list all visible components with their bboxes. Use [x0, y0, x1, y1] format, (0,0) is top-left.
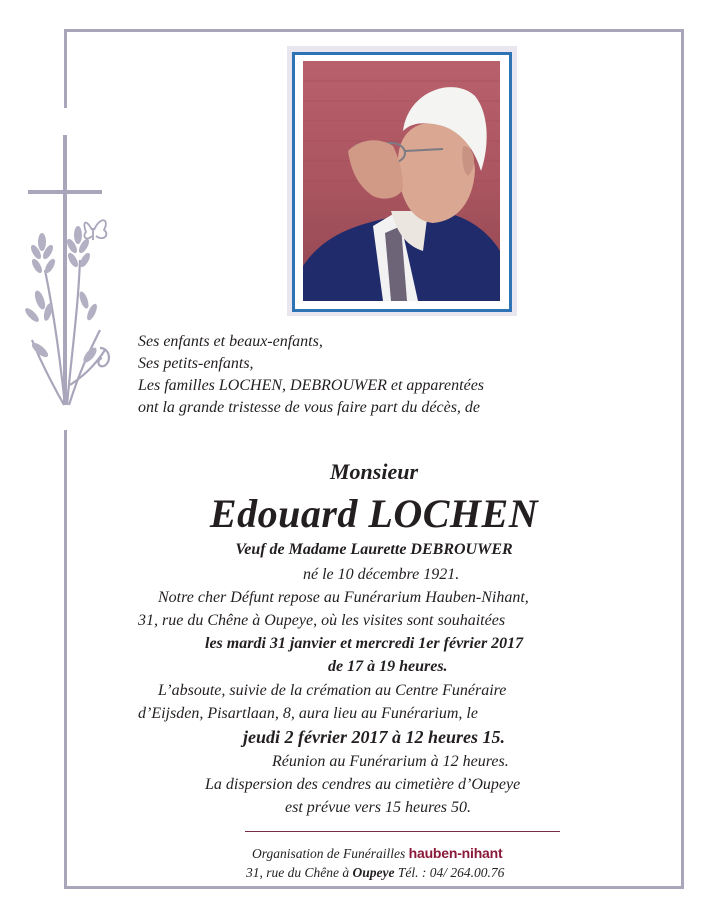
ceremony-date: jeudi 2 février 2017 à 12 heures 15. — [243, 727, 505, 747]
body-line: Notre cher Défunt repose au Funérarium Hauben-Nihant, — [158, 589, 529, 606]
intro-line: Ses enfants et beaux-enfants, — [138, 333, 323, 350]
intro-block — [138, 331, 658, 419]
wheat-butterfly-ornament-icon — [20, 200, 120, 410]
deceased-name: Edouard LOCHEN — [209, 491, 539, 536]
intro-line: Ses petits-enfants, — [138, 355, 254, 372]
body-line: d’Eijsden, Pisartlaan, 8, aura lieu au Funérarium, le — [138, 705, 478, 722]
address-phone: Tél. : 04/ 264.00.76 — [397, 865, 505, 880]
body-line: Réunion au Funérarium à 12 heures. — [272, 753, 509, 770]
intro-line: Les familles LOCHEN, DEBROUWER et apparentées — [138, 377, 485, 394]
body-line: L’absoute, suivie de la crémation au Centre Funéraire — [158, 682, 507, 699]
visit-dates: les mardi 31 janvier et mercredi 1er février 2017 — [205, 635, 524, 652]
footer-address — [246, 865, 504, 881]
address-prefix: 31, rue du Chêne à — [246, 865, 350, 880]
address-town: Oupeye — [352, 865, 395, 880]
body-line: 31, rue du Chêne à Oupeye, où les visites sont souhaitées — [138, 612, 506, 629]
body-line: La dispersion des cendres au cimetière d’Oupeye — [205, 776, 521, 793]
deceased-title: Monsieur — [329, 459, 419, 484]
footer-organisation — [252, 845, 502, 862]
body-line: est prévue vers 15 heures 50. — [285, 799, 472, 816]
visit-hours: de 17 à 19 heures. — [328, 658, 448, 675]
birth-date: né le 10 décembre 1921. — [303, 566, 460, 583]
brand-logo: hauben-nihant — [408, 845, 503, 861]
cross-horizontal-bar — [28, 190, 102, 194]
footer-divider — [245, 831, 560, 832]
portrait-photo — [303, 61, 500, 301]
intro-line: ont la grande tristesse de vous faire part du décès, de — [138, 399, 481, 416]
org-prefix: Organisation de Funérailles — [252, 846, 406, 861]
widower-line: Veuf de Madame Laurette DEBROUWER — [235, 541, 513, 558]
